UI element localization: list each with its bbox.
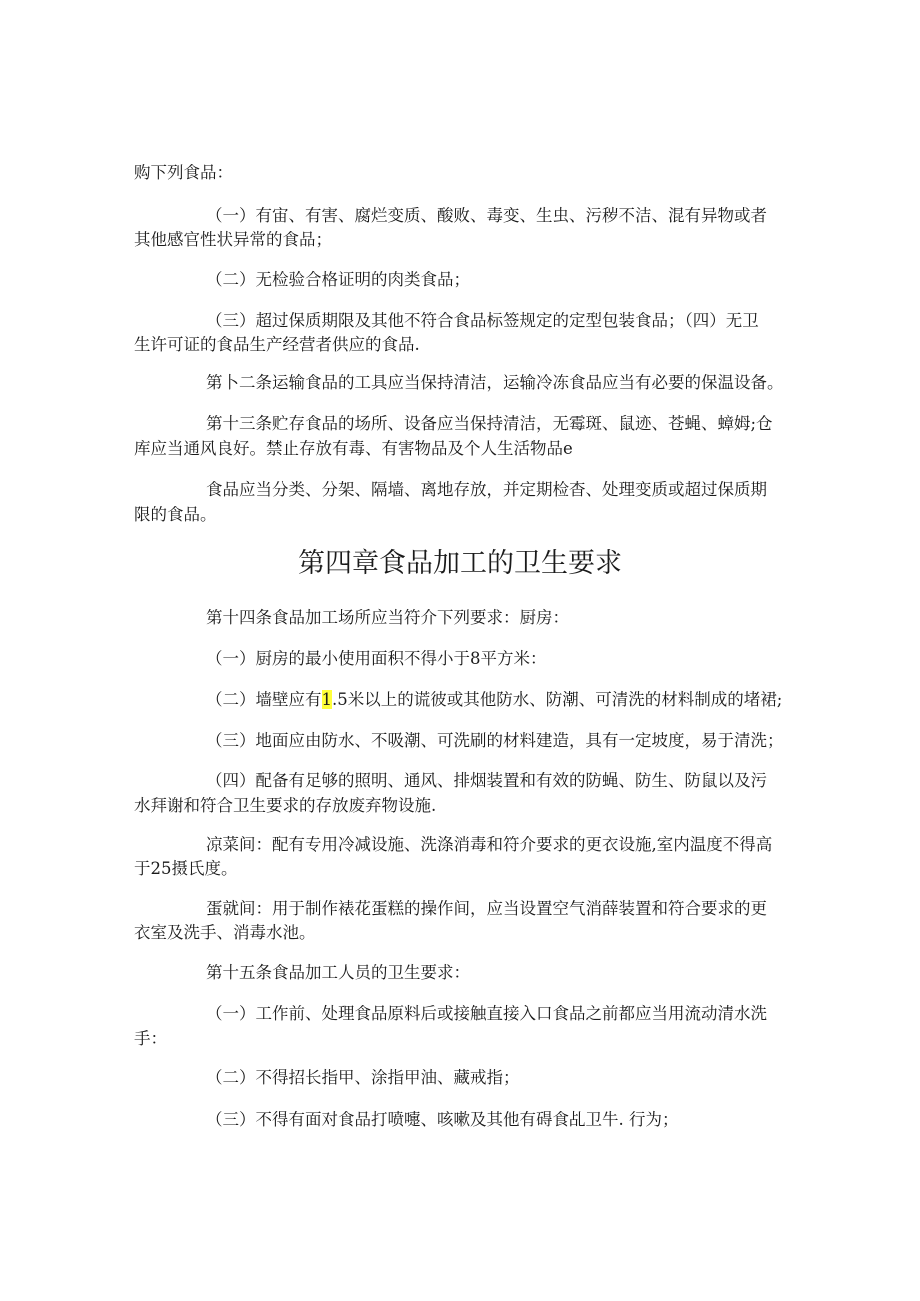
text-line: 限的食品。 — [134, 505, 217, 524]
text-line: （二）无检验合格证明的肉类食品； — [206, 270, 470, 289]
text-line: 蛋就间：用于制作裱花蛋糕的操作间，应当设置空气消薛装置和符合要求的更 — [206, 899, 767, 918]
text-line: 第十四条食品加工场所应当符介下列要求：厨房： — [206, 608, 569, 627]
text-line: 购下列食品： — [134, 163, 233, 182]
text-line: （四）配备有足够的照明、通风、排烟装置和有效的防蝇、防生、防鼠以及污 — [206, 771, 767, 790]
text-line: 凉菜间：配有专用冷减设施、洗涤消毒和符介要求的更衣设施,室内温度不得高 — [206, 835, 773, 854]
text-line: 库应当通风良好。禁止存放有毒、有害物品及个人生活物品e — [134, 439, 573, 458]
text-line: 衣室及洗手、消毒水池。 — [134, 923, 316, 942]
text-line — [206, 690, 782, 710]
text-line: 手： — [134, 1029, 167, 1048]
text-line: 其他感官性状异常的食品； — [134, 230, 332, 249]
highlighted-text: 1 — [321, 690, 332, 709]
text-line: 生许可证的食品生产经营者供应的食品. — [134, 335, 420, 354]
text-line: 于25摄氏度。 — [134, 859, 238, 878]
text-line: （三）不得有面对食品打喷嚏、咳嗽及其他有碍食乩卫牛. 行为； — [206, 1110, 679, 1129]
text-line: 第卜二条运输食品的工具应当保持清洁，运输冷冻食品应当有必要的保温设备。 — [206, 373, 784, 392]
text-line: 水拜谢和符合卫生要求的存放废弃物设施. — [134, 796, 437, 815]
text-line: （三）超过保质期限及其他不符合食品标签规定的定型包装食品；（四）无卫 — [206, 311, 759, 330]
text-line: （一）厨房的最小使用面积不得小于8平方米： — [206, 649, 547, 668]
text-line: 第十三条贮存食品的场所、设备应当保持清洁，无霉斑、鼠迹、苍蝇、蟑姆;仓 — [206, 414, 773, 433]
chapter-heading: 第四章食品加工的卫生要求 — [298, 548, 622, 579]
text-line: （三）地面应由防水、不吸潮、可洗刷的材料建造，具有一定坡度，易于清洗； — [206, 731, 784, 750]
text-line: （二）不得招长指甲、涂指甲油、藏戒指； — [206, 1068, 520, 1087]
text-line: 第十五条食品加工人员的卫生要求： — [206, 963, 470, 982]
text-line: （一）有宙、有害、腐烂变质、酸败、毒变、生虫、污秽不洁、混有异物或者 — [206, 206, 767, 225]
text-segment: .5米以上的谎彼或其他防水、防潮、可清洗的材料制成的堵裙; — [332, 690, 783, 709]
text-line: （一）工作前、处理食品原料后或接触直接入口食品之前都应当用流动清水洗 — [206, 1004, 767, 1023]
text-line: 食品应当分类、分架、隔墙、离地存放，并定期检杳、处理变质或超过保质期 — [206, 480, 767, 499]
text-segment: （二）墙壁应有 — [206, 690, 322, 709]
